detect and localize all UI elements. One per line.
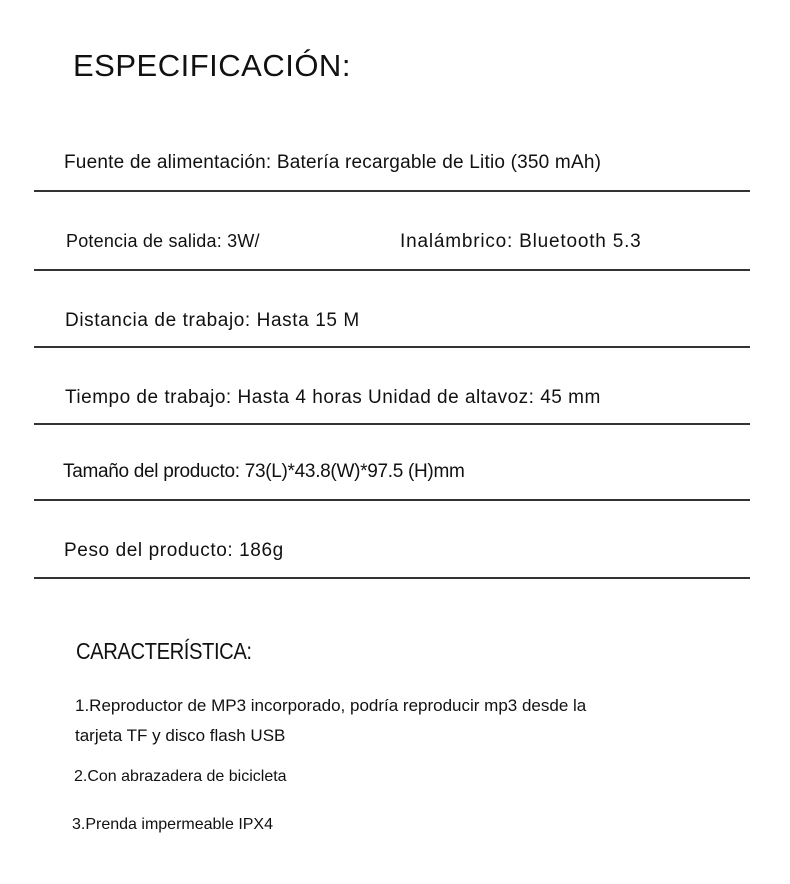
spec-product-size: Tamaño del producto: 73(L)*43.8(W)*97.5 (H)mm [63,461,465,482]
feature-item-2: 2.Con abrazadera de bicicleta [74,768,287,785]
divider [34,190,750,192]
feature-item-1-line-2: tarjeta TF y disco flash USB [75,726,286,745]
spec-working-time: Tiempo de trabajo: Hasta 4 horas Unidad de altavoz: 45 mm [65,387,601,408]
divider [34,423,750,425]
divider [34,346,750,348]
spec-product-weight: Peso del producto: 186g [64,540,284,561]
spec-power-supply: Fuente de alimentación: Batería recargable de Litio (350 mAh) [64,152,602,173]
divider [34,577,750,579]
features-title: CARACTERÍSTICA: [76,638,252,664]
spec-working-distance: Distancia de trabajo: Hasta 15 M [65,310,360,331]
feature-item-1-line-1: 1.Reproductor de MP3 incorporado, podría reproducir mp3 desde la [75,696,587,715]
feature-item-3: 3.Prenda impermeable IPX4 [72,816,273,833]
divider [34,499,750,501]
spec-output-power: Potencia de salida: 3W/ [66,231,260,251]
spec-wireless: Inalámbrico: Bluetooth 5.3 [400,231,642,252]
divider [34,269,750,271]
specifications-title: ESPECIFICACIÓN: [73,48,351,83]
